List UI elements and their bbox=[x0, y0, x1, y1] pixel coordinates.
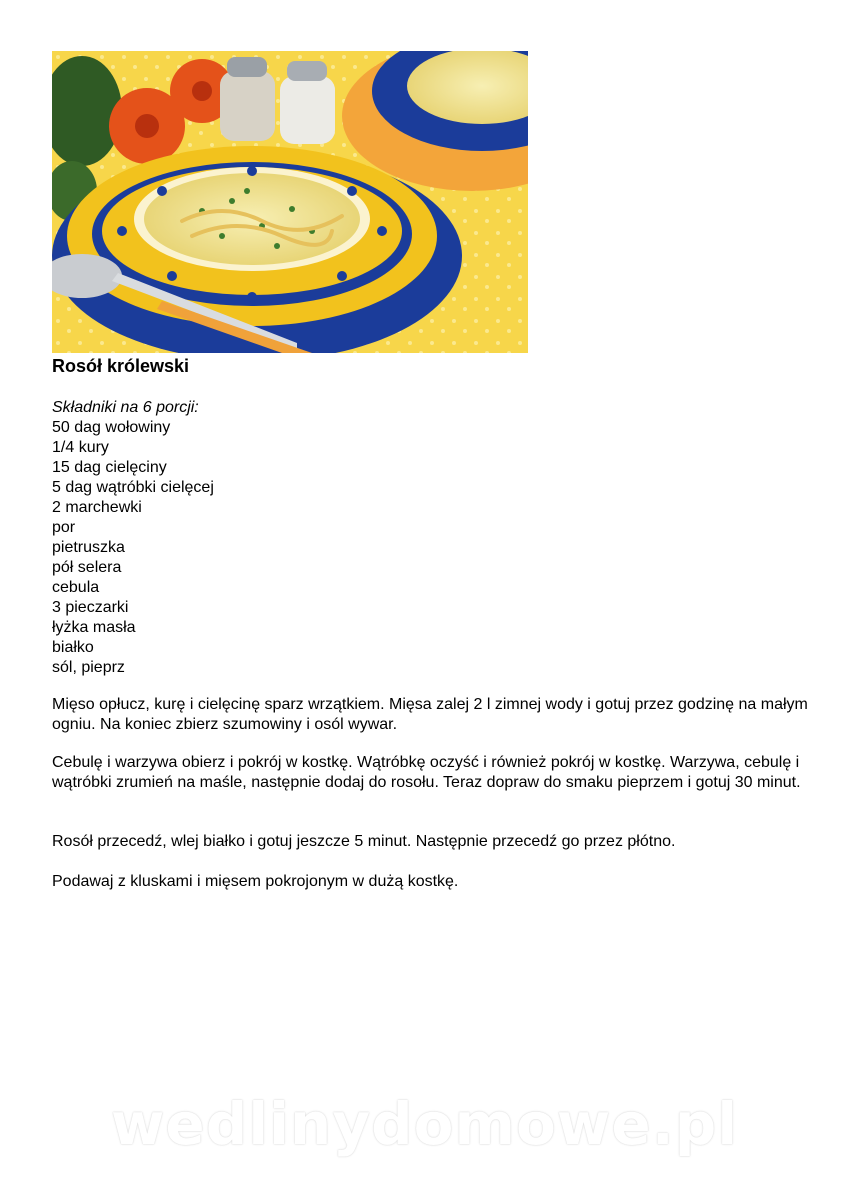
ingredient-item: 1/4 kury bbox=[52, 439, 109, 456]
ingredient-item: 3 pieczarki bbox=[52, 599, 129, 616]
instruction-step: Podawaj z kluskami i mięsem pokrojonym w dużą kostkę. bbox=[52, 873, 459, 890]
instruction-step: Cebulę i warzywa obierz i pokrój w kostkę. Wątróbkę oczyść i również pokrój w kostkę. Warzywa, cebulę i wątróbki zrumień na maśle, następnie dodaj do rosołu. Teraz dopraw do smaku pieprzem i gotuj 30 minut. bbox=[52, 754, 801, 791]
recipe-title: Rosół królewski bbox=[52, 356, 190, 376]
ingredients-heading: Składniki na 6 porcji: bbox=[52, 399, 199, 416]
ingredient-item: pietruszka bbox=[52, 539, 125, 556]
site-watermark: wedlinydomowe.pl bbox=[110, 1090, 739, 1158]
ingredient-item: 50 dag wołowiny bbox=[52, 419, 171, 436]
soup-photo bbox=[52, 51, 528, 353]
ingredient-item: 15 dag cielęciny bbox=[52, 459, 167, 476]
instruction-step: Mięso opłucz, kurę i cielęcinę sparz wrzątkiem. Mięsa zalej 2 l zimnej wody i gotuj przez godzinę na małym ogniu. Na koniec zbierz szumowiny i osól wywar. bbox=[52, 696, 808, 733]
ingredient-item: por bbox=[52, 519, 76, 536]
ingredient-item: białko bbox=[52, 639, 94, 656]
ingredient-item: 5 dag wątróbki cielęcej bbox=[52, 479, 214, 496]
ingredient-item: cebula bbox=[52, 579, 100, 596]
ingredient-item: 2 marchewki bbox=[52, 499, 142, 516]
instruction-step: Rosół przecedź, wlej białko i gotuj jeszcze 5 minut. Następnie przecedź go przez płótno. bbox=[52, 833, 676, 850]
ingredient-item: sól, pieprz bbox=[52, 659, 125, 676]
ingredient-item: pół selera bbox=[52, 559, 122, 576]
ingredients-list bbox=[52, 418, 214, 678]
ingredient-item: łyżka masła bbox=[52, 619, 136, 636]
